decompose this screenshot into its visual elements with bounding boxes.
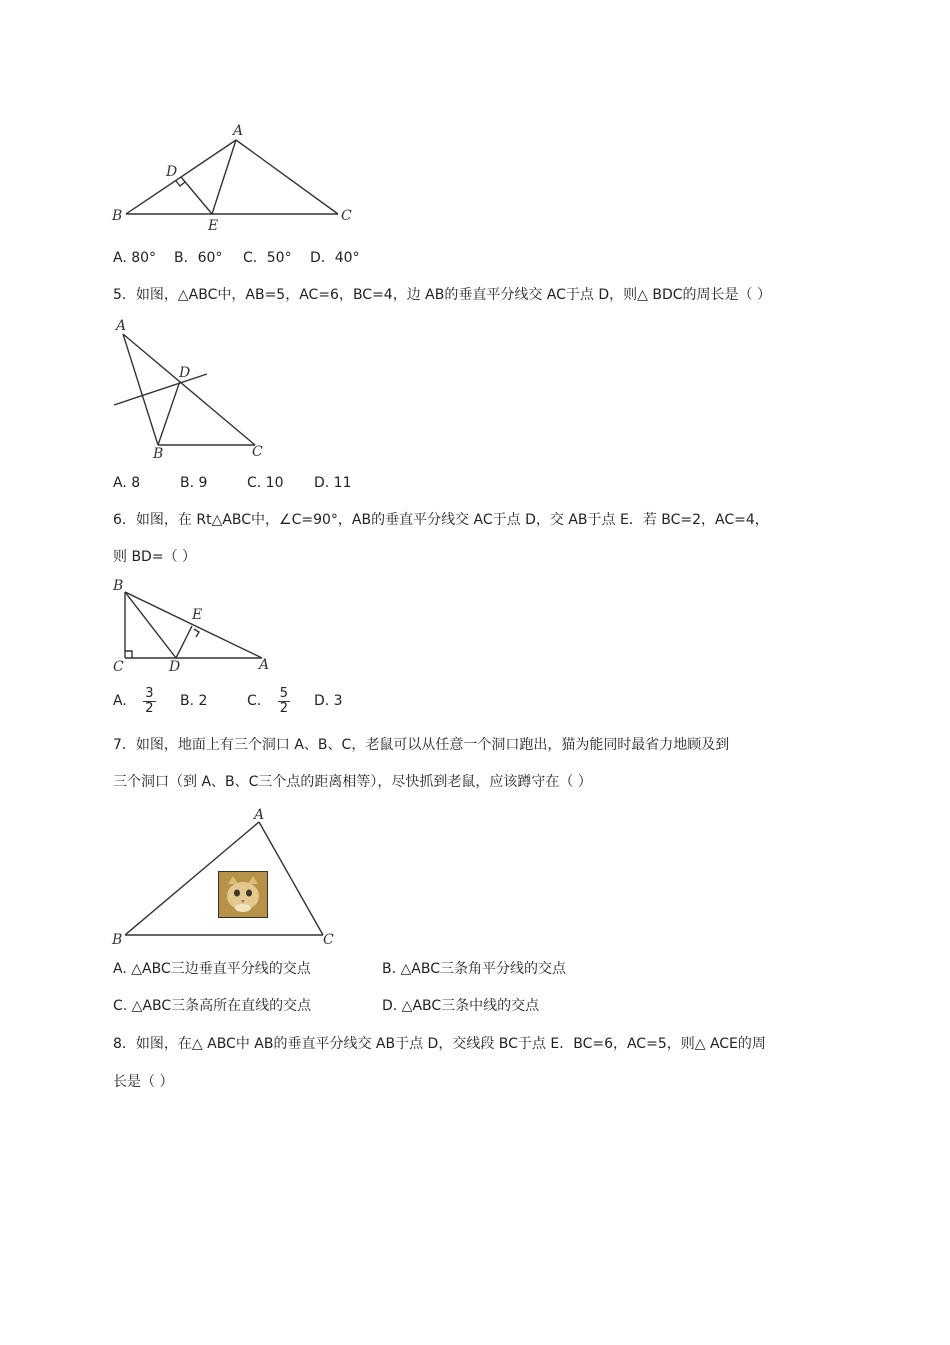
q7-question-line2: 三个洞口（到 A、B、C三个点的距离相等），尽快抓到老鼠，应该蹲守在（ ） [113, 774, 592, 790]
q6-label-D: D [169, 659, 181, 675]
q6-label-A: A [259, 657, 270, 673]
q5-label-B: B [153, 446, 164, 462]
q7-label-C: C [323, 932, 334, 948]
q6-option-c-prefix: C. [247, 693, 262, 709]
cat-picture [218, 871, 268, 918]
q4-option-d[interactable]: D．40° [310, 250, 360, 266]
q6-option-a-denominator: 2 [145, 700, 154, 716]
q4-option-a[interactable]: A. 80° [113, 250, 157, 266]
q4-option-c[interactable]: C．50° [243, 250, 292, 266]
q8-question-line1: 8．如图，在△ ABC中 AB的垂直平分线交 AB于点 D，交线段 BC于点 E．BC=6，AC=5，则△ ACE的周 [113, 1036, 766, 1052]
q7-option-b[interactable]: B. △ABC三条角平分线的交点 [382, 961, 566, 977]
q5-option-b[interactable]: B. 9 [180, 475, 208, 491]
q4-label-A: A [233, 123, 244, 139]
q6-label-B: B [113, 578, 124, 594]
q6-option-d[interactable]: D. 3 [314, 693, 343, 709]
q6-option-c-denominator: 2 [279, 700, 288, 716]
q5-label-A: A [116, 318, 127, 334]
q8-question-line2: 长是（ ） [113, 1074, 174, 1090]
q5-label-C: C [252, 444, 263, 460]
q4-label-B: B [112, 208, 123, 224]
cat-face-icon [219, 872, 267, 917]
q5-option-a[interactable]: A. 8 [113, 475, 141, 491]
q7-question-line1: 7．如图，地面上有三个洞口 A、B、C，老鼠可以从任意一个洞口跑出，猫为能同时最省力地顾及到 [113, 737, 730, 753]
q7-option-d[interactable]: D. △ABC三条中线的交点 [382, 998, 540, 1014]
q6-label-E: E [192, 607, 203, 623]
q7-option-a[interactable]: A. △ABC三边垂直平分线的交点 [113, 961, 311, 977]
q4-label-E: E [208, 218, 219, 234]
q6-option-a-numerator: 3 [145, 685, 154, 701]
q6-option-b[interactable]: B. 2 [180, 693, 208, 709]
q6-question-line1: 6．如图，在 Rt△ABC中，∠C=90°，AB的垂直平分线交 AC于点 D，交 AB于点 E．若 BC=2，AC=4， [113, 512, 769, 528]
q6-option-c-numerator: 5 [279, 685, 288, 701]
q7-option-c[interactable]: C. △ABC三条高所在直线的交点 [113, 998, 312, 1014]
q5-option-d[interactable]: D. 11 [314, 475, 352, 491]
q5-label-D: D [179, 365, 191, 381]
q4-label-D: D [166, 164, 178, 180]
q4-label-C: C [341, 208, 352, 224]
q5-question: 5．如图，△ABC中，AB=5，AC=6，BC=4，边 AB的垂直平分线交 AC于点 D，则△ BDC的周长是（ ） [113, 287, 771, 303]
q6-label-C: C [113, 659, 124, 675]
q6-question-line2: 则 BD=（ ） [113, 549, 197, 565]
q5-option-c[interactable]: C. 10 [247, 475, 284, 491]
q7-label-B: B [112, 932, 123, 948]
q6-option-a-prefix: A. [113, 693, 127, 709]
q4-option-b[interactable]: B．60° [174, 250, 223, 266]
q7-label-A: A [254, 807, 265, 823]
